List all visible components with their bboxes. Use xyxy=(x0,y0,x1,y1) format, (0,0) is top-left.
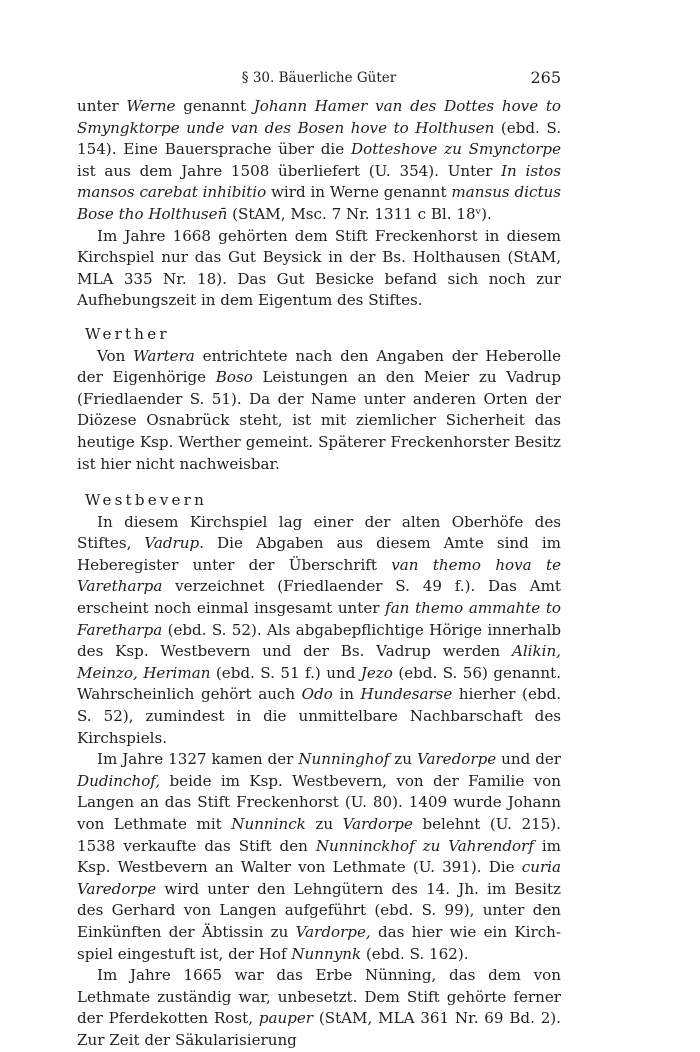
paragraph-1665: Im Jahre 1665 war das Erbe Nünning, das dem von Lethmate zuständig war, unbesetzt. Dem Stift gehörte ferner der Pferdekotten Rost, pauper (StAM, MLA 361 Nr. 69 Bd. 2). Zur Zeit der Säkularisierung xyxy=(77,966,561,1049)
body-text xyxy=(77,96,561,1052)
paragraph-werne: unter Werne genannt Johann Hamer van des Dottes hove to Smyngktorpe unde van des Bosen hove to Holthusen (ebd. S. 154). Eine Bauersprache über die Dotteshove zu Smynctorpe ist aus dem Jahre 1508 überliefert (U. 354). Unter In istos mansos carebat inhibitio wird in Werne genannt mansus dictus Bose tho Holthusen̄ (StAM, Msc. 7 Nr. 1311 c Bl. 18ᵛ). xyxy=(77,97,562,223)
paragraph-werther: Von Wartera entrichtete nach den Angaben der Heberolle der Eigenhörige Boso Leistungen an den Meier zu Vadrup (Friedlaender S. 51). Da der Name unter anderen Orten der Diözese Osnabrück steht, ist mit ziemlicher Sicherheit das heutige Ksp. Werther gemeint. Späterer Freckenhorster Besitz ist hier nicht nachweisbar. xyxy=(77,346,562,473)
section-heading-westbevern: Westbevern xyxy=(85,491,208,510)
running-title: § 30. Bäuerliche Güter xyxy=(241,70,397,86)
paragraph-1668: Im Jahre 1668 gehörten dem Stift Freckenhorst in diesem Kirchspiel nur das Gut Beysick in der Bs. Holthausen (StAM, MLA 335 Nr. 18). Das Gut Besicke befand sich noch zur Aufhebungszeit in dem Eigentum des Stiftes. xyxy=(77,226,561,310)
paragraph-westbevern: In diesem Kirchspiel lag einer der alten Oberhöfe des Stiftes, Vadrup. Die Abgaben aus diesem Amte sind im Heberegister unter der Überschrift van themo hova te Varetharpa verzeichnet (Friedlaender S. 49 f.). Das Amt erscheint noch einmal insgesamt unter fan themo ammahte to Faretharpa (ebd. S. 52). Als abgabepflichtige Hörige innerhalb des Ksp. Westbevern und der Bs. Vadrup werden Alikin, Meinzo, Heriman (ebd. S. 51 f.) und Jezo (ebd. S. 56) genannt. Wahrscheinlich gehört auch Odo in Hundesarse hierher (ebd. S. 52), zumindest in die unmittelbare Nachbarschaft des Kirchspiels. xyxy=(77,512,562,747)
section-heading-werther: Werther xyxy=(85,324,170,343)
page-number: 265 xyxy=(530,68,561,87)
running-header xyxy=(77,68,561,90)
paragraph-1327: Im Jahre 1327 kamen der Nunninghof zu Varedorpe und der Dudinchof, beide im Ksp. Westbevern, von der Familie von Langen an das Stift Freckenhorst (U. 80). 1409 wurde Johann von Lethmate mit Nunninck zu Vardorpe belehnt (U. 215). 1538 verkaufte das Stift den Nunninckhof zu Vahrendorf im Ksp. Westbevern an Walter von Lethmate (U. 391). Die curia Varedorpe wird unter den Lehngütern des 14. Jh. im Besitz des Gerhard von Langen aufgeführt (ebd. S. 99), unter den Einkünften der Äbtissin zu Vardorpe, das hier wie ein Kirchspiel eingestuft ist, der Hof Nunnynk (ebd. S. 162). xyxy=(77,750,562,963)
